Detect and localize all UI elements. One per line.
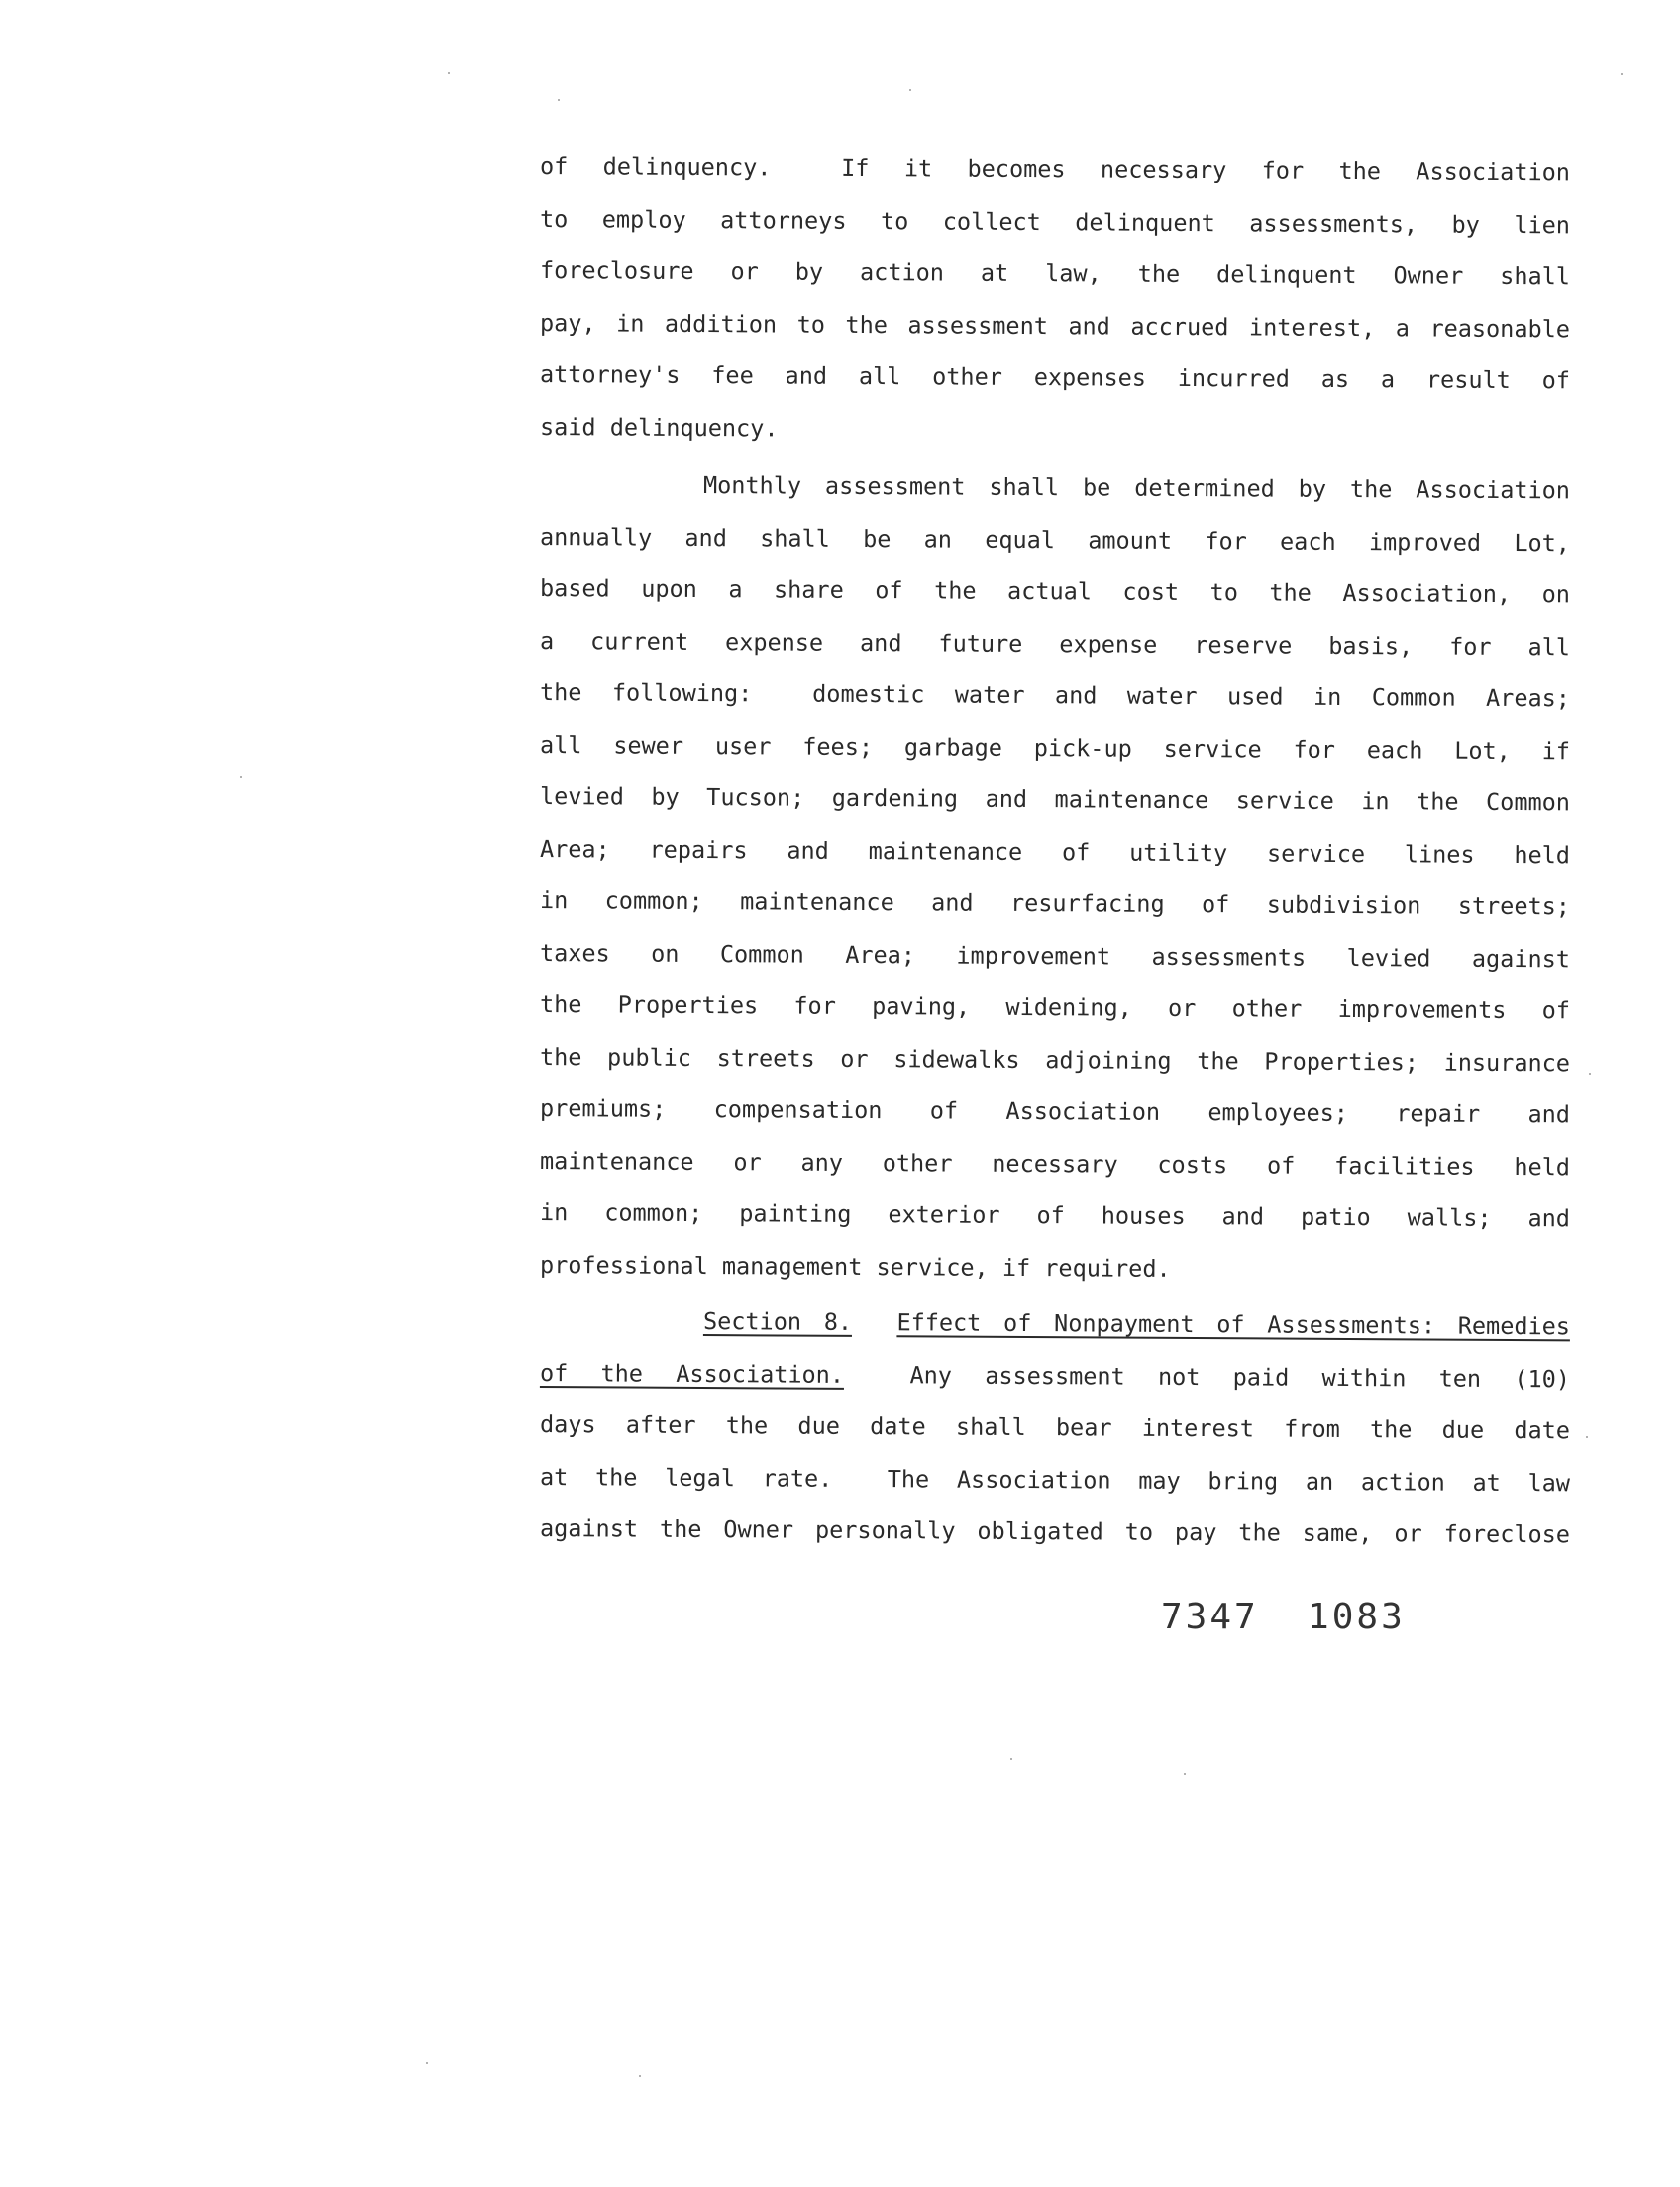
text-line: a current expense and future expense reserve basis, for all	[539, 626, 1571, 661]
text-line: the Properties for paving, widening, or other improvements of	[539, 990, 1571, 1025]
paragraph-delinquency	[540, 141, 1570, 453]
scan-speck	[1586, 1436, 1588, 1438]
scan-speck	[426, 2062, 428, 2064]
scan-speck	[639, 2075, 641, 2077]
text-line: at the legal rate. The Association may bring an action at law	[539, 1462, 1571, 1497]
text-line: the public streets or sidewalks adjoining the Properties; insurance	[539, 1042, 1571, 1077]
scan-speck	[1184, 1773, 1186, 1775]
section-title: Effect of Nonpayment of Assessments: Remedies	[896, 1308, 1571, 1341]
text-line: all sewer user fees; garbage pick-up service for each Lot, if	[539, 730, 1571, 765]
text-line: professional management service, if required.	[539, 1250, 1171, 1283]
text-line: in common; painting exterior of houses and patio walls; and	[539, 1198, 1571, 1233]
text-line: levied by Tucson; gardening and maintenance service in the Common	[539, 782, 1571, 817]
text-line: premiums; compensation of Association employees; repair and	[539, 1094, 1571, 1129]
text-line: attorney's fee and all other expenses incurred as a result of	[539, 361, 1571, 395]
text-line: to employ attorneys to collect delinquent assessments, by lien	[539, 204, 1571, 239]
text-line: maintenance or any other necessary costs of facilities held	[539, 1146, 1571, 1181]
section-title-continued: of the Association.	[539, 1358, 845, 1389]
text-line: days after the due date shall bear interest from the due date	[539, 1410, 1571, 1445]
text-line: in common; maintenance and resurfacing of subdivision streets;	[539, 886, 1571, 921]
text-line: of delinquency. If it becomes necessary for the Association	[539, 153, 1571, 187]
paragraph-monthly-assessment	[540, 459, 1570, 1291]
text-line: foreclosure or by action at law, the delinquent Owner shall	[539, 257, 1571, 291]
scan-speck	[1010, 1758, 1012, 1760]
text-line: taxes on Common Area; improvement assessments levied against	[539, 938, 1571, 973]
text-line: the following: domestic water and water used in Common Areas;	[539, 678, 1571, 713]
page-number: 7347 1083	[1161, 1597, 1406, 1637]
scan-speck	[1621, 73, 1623, 75]
scan-speck	[448, 72, 450, 74]
text-line: said delinquency.	[539, 412, 779, 442]
text-line: Monthly assessment shall be determined by the Association	[702, 471, 1571, 505]
text-line: against the Owner personally obligated to pay the same, or foreclose	[539, 1514, 1571, 1549]
section-heading-line-2	[540, 1347, 1570, 1406]
scan-speck	[909, 89, 911, 91]
text-line: annually and shall be an equal amount for each improved Lot,	[539, 522, 1571, 557]
text-line: pay, in addition to the assessment and accrued interest, a reasonable	[539, 308, 1571, 343]
section-heading-line	[540, 1295, 1570, 1353]
text-line: based upon a share of the actual cost to the Association, on	[539, 574, 1571, 609]
scan-speck	[558, 99, 560, 101]
scan-speck	[240, 776, 242, 778]
scan-speck	[1589, 1073, 1591, 1075]
section-number: Section 8.	[702, 1307, 853, 1336]
document-body	[540, 141, 1570, 1555]
section-8	[540, 1295, 1570, 1555]
text-segment: Any assessment not paid within ten (10)	[843, 1360, 1571, 1393]
text-line: Area; repairs and maintenance of utility service lines held	[539, 834, 1571, 869]
